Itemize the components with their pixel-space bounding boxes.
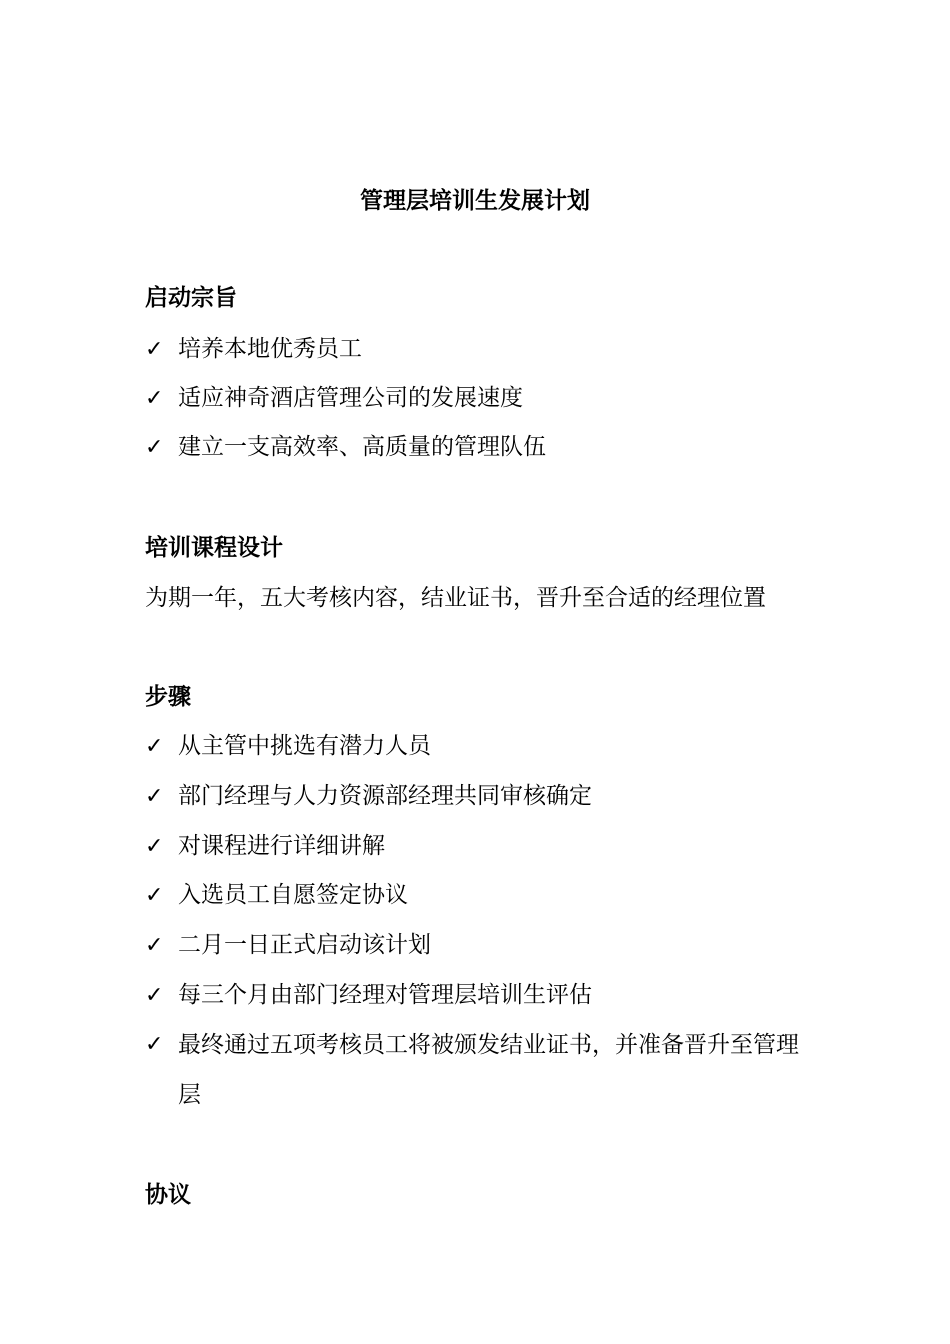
checkmark-icon: ✓ <box>145 834 164 859</box>
list-item: ✓ 对课程进行详细讲解 <box>145 821 825 872</box>
list-item: ✓ 建立一支高效率、高质量的管理队伍 <box>145 422 825 473</box>
section-heading-agreement: 协议 <box>145 1181 191 1208</box>
list-item: ✓ 适应神奇酒店管理公司的发展速度 <box>145 373 825 424</box>
checkmark-icon: ✓ <box>145 933 164 958</box>
list-item: ✓ 从主管中挑选有潜力人员 <box>145 721 825 772</box>
checkmark-icon: ✓ <box>145 983 164 1008</box>
list-item: ✓ 每三个月由部门经理对管理层培训生评估 <box>145 970 825 1021</box>
checkmark-icon: ✓ <box>145 337 164 362</box>
checkmark-icon: ✓ <box>145 883 164 908</box>
list-item: ✓ 最终通过五项考核员工将被颁发结业证书，并准备晋升至管理层 <box>145 1020 825 1120</box>
list-item: ✓ 培养本地优秀员工 <box>145 324 825 375</box>
course-design-paragraph: 为期一年，五大考核内容，结业证书，晋升至合适的经理位置 <box>145 585 766 611</box>
section-heading-steps: 步骤 <box>145 683 191 710</box>
section-heading-course-design: 培训课程设计 <box>145 534 283 561</box>
checkmark-icon: ✓ <box>145 1032 164 1057</box>
section-heading-purpose: 启动宗旨 <box>145 284 237 311</box>
list-item: ✓ 二月一日正式启动该计划 <box>145 920 825 971</box>
checkmark-icon: ✓ <box>145 784 164 809</box>
checkmark-icon: ✓ <box>145 386 164 411</box>
list-item: ✓ 入选员工自愿签定协议 <box>145 870 825 921</box>
checkmark-icon: ✓ <box>145 435 164 460</box>
document-title: 管理层培训生发展计划 <box>360 187 590 214</box>
checkmark-icon: ✓ <box>145 734 164 759</box>
list-item: ✓ 部门经理与人力资源部经理共同审核确定 <box>145 771 825 822</box>
